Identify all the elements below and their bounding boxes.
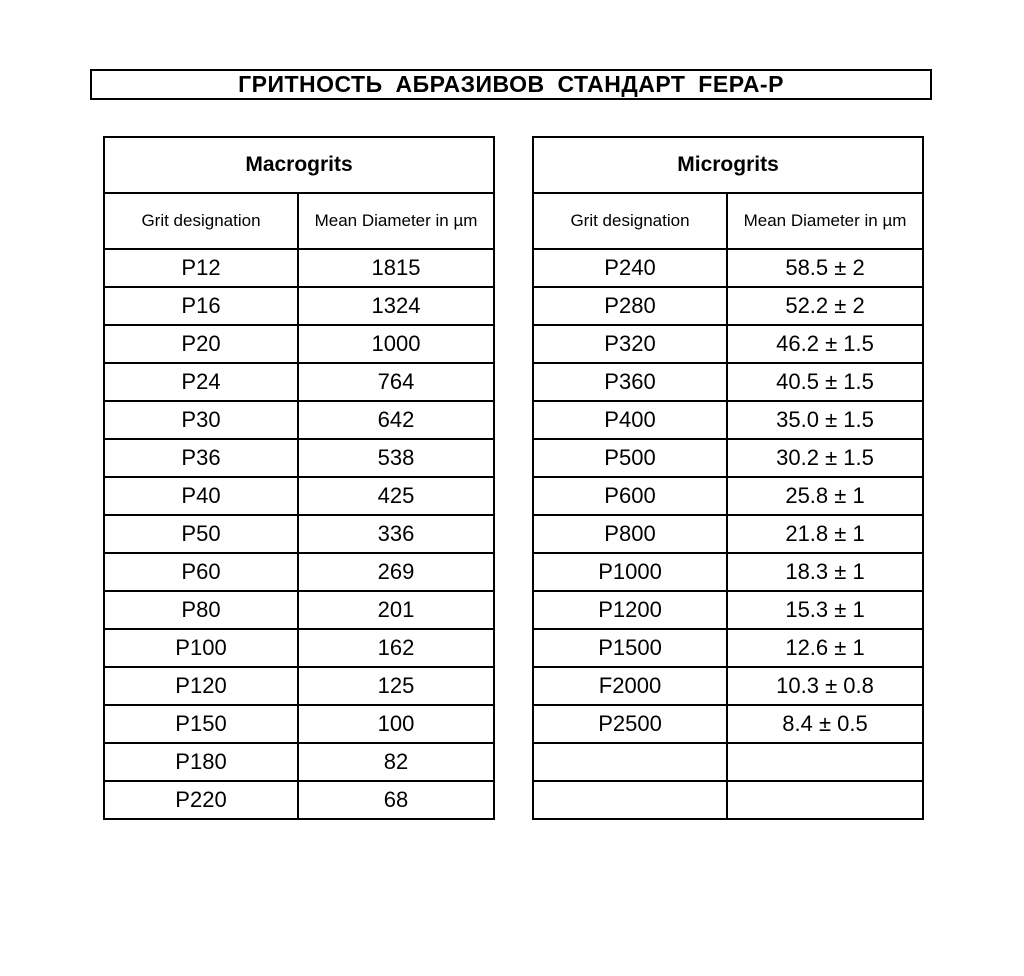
mean-diameter-cell: 201 xyxy=(298,591,494,629)
table-row xyxy=(533,439,923,477)
mean-diameter-cell: 12.6 ± 1 xyxy=(727,629,923,667)
grit-designation-cell: P20 xyxy=(104,325,298,363)
table-row xyxy=(104,363,494,401)
table-row xyxy=(104,515,494,553)
mean-diameter-cell: 1000 xyxy=(298,325,494,363)
grit-designation-cell: P150 xyxy=(104,705,298,743)
grit-designation-cell: P50 xyxy=(104,515,298,553)
grit-designation-cell: P1500 xyxy=(533,629,727,667)
microgrits-table xyxy=(532,136,924,820)
table-row xyxy=(533,477,923,515)
mean-diameter-cell: 336 xyxy=(298,515,494,553)
table-row xyxy=(104,629,494,667)
grit-designation-cell: P280 xyxy=(533,287,727,325)
mean-diameter-cell xyxy=(727,743,923,781)
mean-diameter-cell: 125 xyxy=(298,667,494,705)
mean-diameter-cell: 30.2 ± 1.5 xyxy=(727,439,923,477)
mean-diameter-cell: 68 xyxy=(298,781,494,819)
table-row xyxy=(533,401,923,439)
grit-designation-cell: P800 xyxy=(533,515,727,553)
grit-designation-cell xyxy=(533,743,727,781)
grit-designation-cell: P360 xyxy=(533,363,727,401)
grit-designation-cell: P600 xyxy=(533,477,727,515)
table-row xyxy=(104,781,494,819)
microgrits-col-diameter-header: Mean Diameter in µm xyxy=(727,193,923,249)
mean-diameter-cell: 642 xyxy=(298,401,494,439)
table-row xyxy=(533,743,923,781)
mean-diameter-cell: 1324 xyxy=(298,287,494,325)
grit-designation-cell: P30 xyxy=(104,401,298,439)
mean-diameter-cell: 8.4 ± 0.5 xyxy=(727,705,923,743)
mean-diameter-cell: 18.3 ± 1 xyxy=(727,553,923,591)
grit-designation-cell: P220 xyxy=(104,781,298,819)
grit-designation-cell: P80 xyxy=(104,591,298,629)
grit-designation-cell: P1000 xyxy=(533,553,727,591)
grit-designation-cell xyxy=(533,781,727,819)
mean-diameter-cell: 15.3 ± 1 xyxy=(727,591,923,629)
mean-diameter-cell: 35.0 ± 1.5 xyxy=(727,401,923,439)
mean-diameter-cell: 40.5 ± 1.5 xyxy=(727,363,923,401)
table-row xyxy=(104,287,494,325)
mean-diameter-cell: 425 xyxy=(298,477,494,515)
table-row xyxy=(104,401,494,439)
grit-designation-cell: P240 xyxy=(533,249,727,287)
table-row xyxy=(533,249,923,287)
mean-diameter-cell: 100 xyxy=(298,705,494,743)
grit-designation-cell: P16 xyxy=(104,287,298,325)
mean-diameter-cell: 58.5 ± 2 xyxy=(727,249,923,287)
mean-diameter-cell: 25.8 ± 1 xyxy=(727,477,923,515)
mean-diameter-cell: 46.2 ± 1.5 xyxy=(727,325,923,363)
mean-diameter-cell: 162 xyxy=(298,629,494,667)
page-title: ГРИТНОСТЬ АБРАЗИВОВ СТАНДАРТ FEPA-P xyxy=(90,69,932,100)
macrogrits-body xyxy=(104,249,494,819)
grit-designation-cell: P500 xyxy=(533,439,727,477)
grit-designation-cell: P1200 xyxy=(533,591,727,629)
table-row xyxy=(104,553,494,591)
grit-designation-cell: P180 xyxy=(104,743,298,781)
table-row xyxy=(104,667,494,705)
mean-diameter-cell: 82 xyxy=(298,743,494,781)
table-row xyxy=(533,781,923,819)
table-row xyxy=(533,591,923,629)
macrogrits-col-diameter-header: Mean Diameter in µm xyxy=(298,193,494,249)
mean-diameter-cell: 269 xyxy=(298,553,494,591)
mean-diameter-cell: 10.3 ± 0.8 xyxy=(727,667,923,705)
grit-designation-cell: F2000 xyxy=(533,667,727,705)
mean-diameter-cell: 21.8 ± 1 xyxy=(727,515,923,553)
table-row xyxy=(104,591,494,629)
grit-designation-cell: P40 xyxy=(104,477,298,515)
grit-designation-cell: P400 xyxy=(533,401,727,439)
mean-diameter-cell: 1815 xyxy=(298,249,494,287)
table-row xyxy=(533,629,923,667)
table-row xyxy=(104,439,494,477)
grit-designation-cell: P24 xyxy=(104,363,298,401)
grit-designation-cell: P36 xyxy=(104,439,298,477)
macrogrits-heading: Macrogrits xyxy=(104,137,494,193)
table-row xyxy=(533,705,923,743)
mean-diameter-cell: 764 xyxy=(298,363,494,401)
grit-designation-cell: P120 xyxy=(104,667,298,705)
table-row xyxy=(104,705,494,743)
microgrits-heading: Microgrits xyxy=(533,137,923,193)
table-row xyxy=(104,743,494,781)
table-row xyxy=(533,515,923,553)
macrogrits-col-grit-header: Grit designation xyxy=(104,193,298,249)
mean-diameter-cell: 52.2 ± 2 xyxy=(727,287,923,325)
table-row xyxy=(533,287,923,325)
macrogrits-table xyxy=(103,136,495,820)
grit-designation-cell: P320 xyxy=(533,325,727,363)
table-row xyxy=(104,477,494,515)
microgrits-body xyxy=(533,249,923,819)
grit-designation-cell: P12 xyxy=(104,249,298,287)
grit-designation-cell: P2500 xyxy=(533,705,727,743)
table-row xyxy=(533,325,923,363)
table-row xyxy=(104,325,494,363)
table-row xyxy=(104,249,494,287)
table-row xyxy=(533,667,923,705)
table-row xyxy=(533,553,923,591)
grit-designation-cell: P100 xyxy=(104,629,298,667)
table-row xyxy=(533,363,923,401)
grit-designation-cell: P60 xyxy=(104,553,298,591)
mean-diameter-cell: 538 xyxy=(298,439,494,477)
microgrits-col-grit-header: Grit designation xyxy=(533,193,727,249)
mean-diameter-cell xyxy=(727,781,923,819)
